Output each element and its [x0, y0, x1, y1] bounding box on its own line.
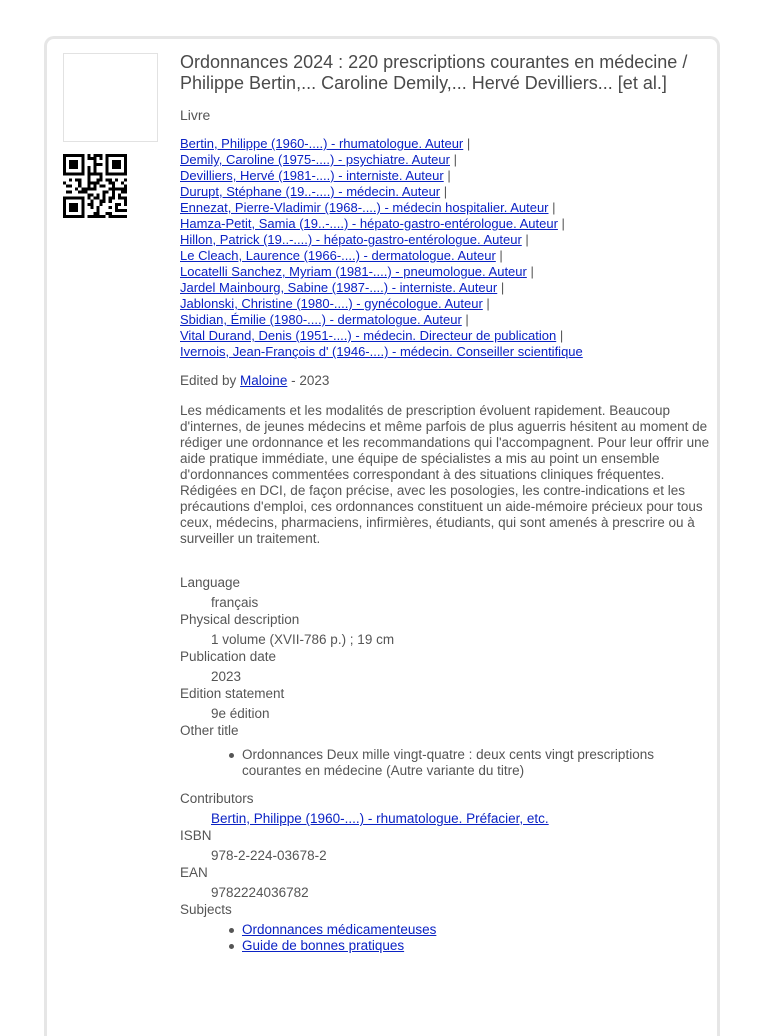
author-separator: |: [482, 296, 490, 311]
author-link[interactable]: Ennezat, Pierre-Vladimir (1968-....) - médecin hospitalier. Auteur: [180, 200, 549, 215]
physical-description-label: Physical description: [180, 612, 300, 627]
ean-label: EAN: [180, 865, 208, 880]
author-entry: [180, 296, 710, 312]
author-entry: [180, 152, 710, 168]
author-entry: [180, 200, 710, 216]
author-separator: |: [548, 200, 556, 215]
ean-value: 9782224036782: [211, 885, 309, 900]
author-separator: |: [449, 152, 457, 167]
publication-date-value: 2023: [211, 669, 242, 684]
author-link[interactable]: Bertin, Philippe (1960-....) - rhumatologue. Auteur: [180, 136, 464, 151]
author-separator: |: [556, 328, 564, 343]
author-link[interactable]: Locatelli Sanchez, Myriam (1981-....) - pneumologue. Auteur: [180, 264, 527, 279]
author-separator: |: [521, 232, 529, 247]
author-link[interactable]: Hamza-Petit, Samia (19..-....) - hépato-gastro-entérologue. Auteur: [180, 216, 558, 231]
author-link[interactable]: Vital Durand, Denis (1951-....) - médecin. Directeur de publication: [180, 328, 557, 343]
author-entry: [180, 328, 710, 344]
author-entry: [180, 248, 710, 264]
author-entry: [180, 216, 710, 232]
author-separator: |: [526, 264, 534, 279]
publication-date-label: Publication date: [180, 649, 277, 664]
author-entry: [180, 184, 710, 200]
record-title: Ordonnances 2024 : 220 prescriptions courantes en médecine / Philippe Bertin,... Caroline Demily,... Hervé Devilliers... [et al.]: [180, 52, 688, 93]
isbn-value: 978-2-224-03678-2: [211, 848, 327, 863]
author-list: [180, 136, 710, 360]
author-link[interactable]: Sbidian, Émilie (1980-....) - dermatologue. Auteur: [180, 312, 462, 327]
subject-link[interactable]: Ordonnances médicamenteuses: [242, 922, 437, 937]
document-type: Livre: [180, 107, 211, 123]
author-link[interactable]: Devilliers, Hervé (1981-....) - interniste. Auteur: [180, 168, 444, 183]
author-link[interactable]: Le Cleach, Laurence (1966-....) - dermatologue. Auteur: [180, 248, 496, 263]
author-separator: |: [440, 184, 448, 199]
author-link[interactable]: Demily, Caroline (1975-....) - psychiatre. Auteur: [180, 152, 450, 167]
author-separator: |: [495, 248, 503, 263]
edited-suffix: - 2023: [287, 373, 330, 388]
language-value: français: [211, 595, 259, 610]
other-title-label: Other title: [180, 723, 239, 738]
physical-description-value: 1 volume (XVII-786 p.) ; 19 cm: [211, 632, 395, 647]
isbn-label: ISBN: [180, 828, 212, 843]
edition-statement-value: 9e édition: [211, 706, 270, 721]
record-fields: [180, 575, 710, 954]
author-entry: [180, 168, 710, 184]
author-link[interactable]: Jardel Mainbourg, Sabine (1987-....) - interniste. Auteur: [180, 280, 498, 295]
author-entry: [180, 280, 710, 296]
publisher-link[interactable]: Maloine: [240, 373, 288, 388]
author-entry: [180, 312, 710, 328]
author-separator: |: [557, 216, 565, 231]
contributors-label: Contributors: [180, 791, 254, 806]
book-cover-image: [63, 53, 158, 142]
subject-item: [242, 922, 710, 938]
language-label: Language: [180, 575, 241, 590]
author-separator: |: [463, 136, 471, 151]
subject-link[interactable]: Guide de bonnes pratiques: [242, 938, 405, 953]
author-link[interactable]: Durupt, Stéphane (19..-....) - médecin. Auteur: [180, 184, 441, 199]
author-entry: [180, 344, 710, 360]
record-details: [180, 52, 710, 954]
contributors-value: [180, 811, 710, 827]
author-link[interactable]: Jablonski, Christine (1980-....) - gynécologue. Auteur: [180, 296, 483, 311]
author-separator: |: [461, 312, 469, 327]
author-entry: [180, 232, 710, 248]
qr-code-icon[interactable]: [63, 154, 127, 218]
contributor-link[interactable]: Bertin, Philippe (1960-....) - rhumatologue. Préfacier, etc.: [211, 811, 549, 826]
other-title-item: Ordonnances Deux mille vingt-quatre : deux cents vingt prescriptions courantes en médecine (Autre variante du titre): [242, 747, 710, 779]
author-link[interactable]: Hillon, Patrick (19..-....) - hépato-gastro-entérologue. Auteur: [180, 232, 522, 247]
other-title-list: [180, 747, 710, 779]
edited-prefix: Edited by: [180, 373, 241, 388]
subjects-list: [180, 922, 710, 954]
author-entry: [180, 264, 710, 280]
author-separator: |: [497, 280, 505, 295]
subjects-label: Subjects: [180, 902, 232, 917]
edition-statement-label: Edition statement: [180, 686, 285, 701]
author-separator: |: [443, 168, 451, 183]
abstract: Les médicaments et les modalités de prescription évoluent rapidement. Beaucoup d'internes, de jeunes médecins et même parfois de plus aguerris hésitent au moment de rédiger une ordonnance et les recommandations qui l'accompagnent. Pour leur offrir une aide pratique immédiate, une équipe de spécialistes a mis au point un ensemble d'ordonnances commentées correspondant à des situations cliniques fréquentes. Rédigées en DCI, de façon précise, avec les posologies, les contre-indications et les précautions d'emploi, ces ordonnances constituent un aide-mémoire précieux pour tous ceux, médecins, pharmaciens, infirmières, étudiants, qui sont amenés à prescrire ou à surveiller un traitement.: [180, 403, 710, 546]
author-entry: [180, 136, 710, 152]
author-link[interactable]: Ivernois, Jean-François d' (1946-....) - médecin. Conseiller scientifique: [180, 344, 583, 359]
subject-item: [242, 938, 710, 954]
edited-by: [180, 373, 710, 389]
